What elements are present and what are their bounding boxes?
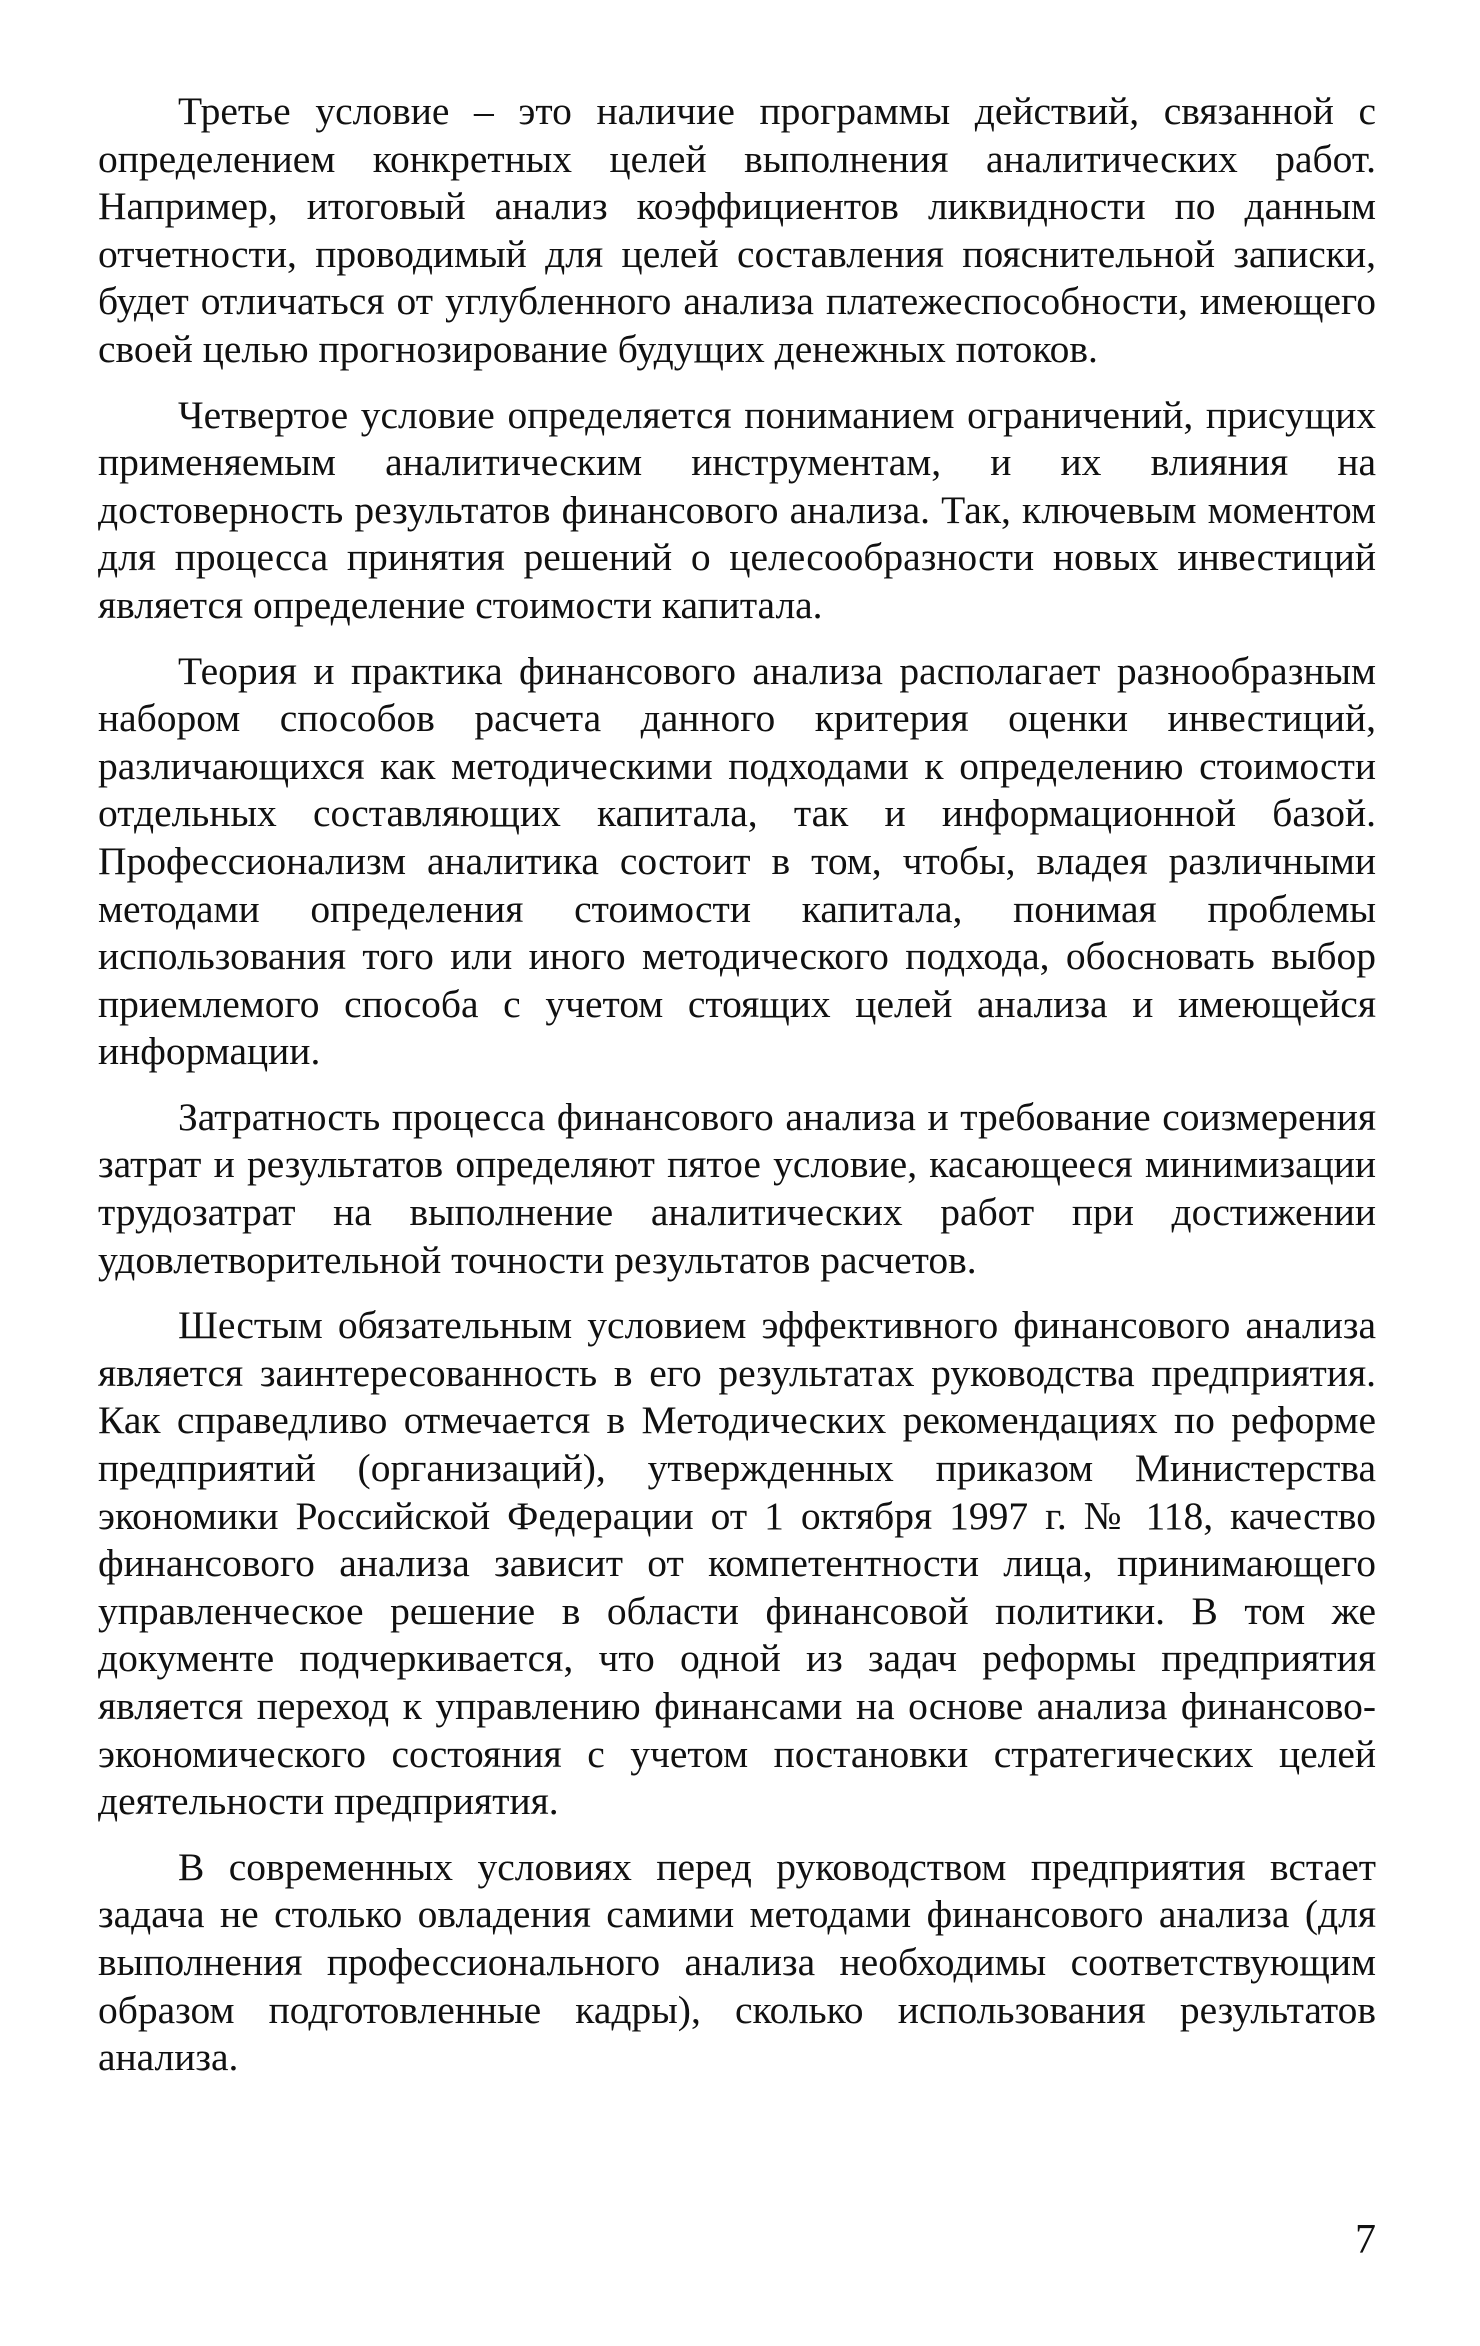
paragraph-capital-cost-methods: Теория и практика финансового анализа располагает разнообразным набором способов расчета данного критерия оценки инвестиций, различающихся как методическими подходами к определению стоимости отдельных составляющих капитала, так и информационной базой. Профессионализм аналитика состоит в том, чтобы, владея различными методами определения стоимости капитала, понимая проблемы использования того или иного методического подхода, обосновать выбор приемлемого способа с учетом стоящих целей анализа и имеющейся информации. bbox=[98, 648, 1376, 1074]
paragraph-third-condition: Третье условие – это наличие программы действий, связанной с определением конкретных целей выполнения аналитических работ. Например, итоговый анализ коэффициентов ликвидности по данным отчетности, проводимый для целей составления пояснительной записки, будет отличаться от углубленного анализа платежеспособности, имеющего своей целью прогнозирование будущих денежных потоков. bbox=[98, 89, 1376, 371]
paragraph-modern-conditions: В современных условиях перед руководством предприятия встает задача не столько овладения самими методами финансового анализа (для выполнения профессионального анализа необходимы соответствующим образом подготовленные кадры), сколько использования результатов анализа. bbox=[98, 1844, 1376, 2080]
paragraph-fourth-condition: Четвертое условие определяется пониманием ограничений, присущих применяемым аналитическим инструментам, и их влияния на достоверность результатов финансового анализа. Так, ключевым моментом для процесса принятия решений о целесообразности новых инвестиций является определение стоимости капитала. bbox=[98, 392, 1376, 627]
page-number: 7 bbox=[1355, 2217, 1376, 2263]
body-text bbox=[98, 88, 1376, 2100]
paragraph-fifth-condition: Затратность процесса финансового анализа и требование соизмерения затрат и результатов определяют пятое условие, касающееся минимизации трудозатрат на выполнение аналитических работ при достижении удовлетворительной точности результатов расчетов. bbox=[98, 1094, 1376, 1282]
paragraph-sixth-condition: Шестым обязательным условием эффективного финансового анализа является заинтересованность в его результатах руководства предприятия. Как справедливо отмечается в Методических рекомендациях по реформе предприятий (организаций), утвержденных приказом Министерства экономики Российской Федерации от 1 октября 1997 г. № 118, качество финансового анализа зависит от компетентности лица, принимающего управленческое решение в области финансовой политики. В том же документе подчеркивается, что одной из задач реформы предприятия является переход к управлению финансами на основе анализа финансово-экономического состояния с учетом постановки стратегических целей деятельности предприятия. bbox=[98, 1303, 1376, 1824]
